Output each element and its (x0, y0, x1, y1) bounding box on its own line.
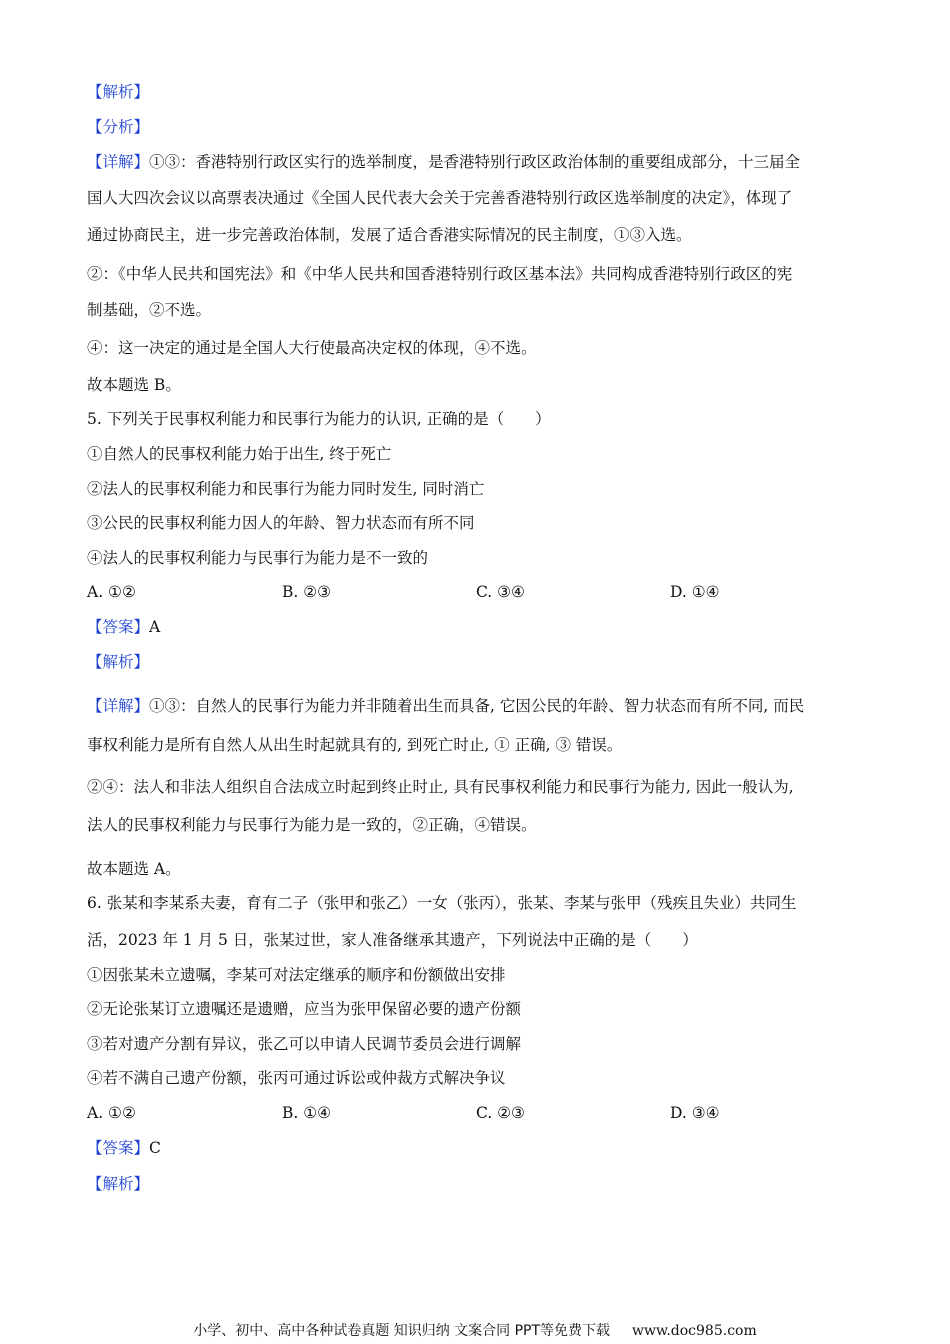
q4-detail-text-1: ①③：香港特别行政区实行的选举制度，是香港特别行政区政治体制的重要组成部分，十三届全 (149, 153, 801, 171)
q4-detail-line-1 (87, 152, 800, 172)
q5-detail-text-1: ①③：自然人的民事行为能力并非随着出生而具备, 它因公民的年龄、智力状态而有所不同, 而民 (149, 697, 805, 715)
q6-option-d: D. ③④ (670, 1104, 720, 1122)
q5-item-3: ③公民的民事权利能力因人的年龄、智力状态而有所不同 (87, 514, 475, 532)
q5-point24-line-2: 法人的民事权利能力与民事行为能力是一致的，②正确，④错误。 (87, 816, 537, 834)
q6-item-2: ②无论张某订立遗嘱还是遗赠，应当为张甲保留必要的遗产份额 (87, 1000, 522, 1018)
q5-item-2: ②法人的民事权利能力和民事行为能力同时发生, 同时消亡 (87, 480, 485, 498)
q5-option-d: D. ①④ (670, 583, 720, 601)
q5-answer-line (87, 617, 160, 637)
q5-point24-line-1: ②④：法人和非法人组织自合法成立时起到终止时止, 具有民事权利能力和民事行为能力, 因此一般认为, (87, 778, 794, 796)
answer-tag: 【答案】 (87, 618, 150, 636)
q5-conclusion: 故本题选 A。 (87, 860, 181, 878)
q6-answer-line (87, 1138, 161, 1158)
q6-stem-line-2: 活，2023 年 1 月 5 日，张某过世，家人准备继承其遗产，下列说法中正确的是（ ） (87, 931, 698, 949)
q4-detail-line-3: 通过协商民主，进一步完善政治体制，发展了适合香港实际情况的民主制度，①③入选。 (87, 226, 692, 244)
q5-option-a: A. ①② (87, 583, 136, 601)
q6-item-1: ①因张某未立遗嘱，李某可对法定继承的顺序和份额做出安排 (87, 966, 506, 984)
q6-item-3: ③若对遗产分割有异议，张乙可以申请人民调节委员会进行调解 (87, 1035, 522, 1053)
q4-point2-line-1: ②：《中华人民共和国宪法》和《中华人民共和国香港特别行政区基本法》共同构成香港特别行政区的宪 (87, 265, 793, 283)
q5-analysis-tag: 【解析】 (87, 653, 150, 671)
q5-option-c: C. ③④ (476, 583, 525, 601)
q6-stem-line-1: 6. 张某和李某系夫妻，育有二子（张甲和张乙）一女（张丙），张某、李某与张甲（残疾且失业）共同生 (87, 894, 797, 912)
footer-site-link[interactable]: www.doc985.com (632, 1323, 757, 1339)
q5-option-b: B. ②③ (282, 583, 332, 601)
q5-detail-line-2: 事权利能力是所有自然人从出生时起就具有的, 到死亡时止, ① 正确, ③ 错误。 (87, 736, 623, 754)
q6-option-a: A. ①② (87, 1104, 136, 1122)
q6-option-b: B. ①④ (282, 1104, 332, 1122)
detail-tag: 【详解】 (87, 153, 150, 171)
q5-detail-tag: 【详解】 (87, 697, 150, 715)
fenxi-tag: 【分析】 (87, 118, 150, 136)
q4-conclusion: 故本题选 B。 (87, 376, 181, 394)
q6-analysis-tag: 【解析】 (87, 1175, 150, 1193)
q5-detail-line-1 (87, 696, 804, 716)
q4-point2-line-2: 制基础，②不选。 (87, 301, 212, 319)
q4-point4-line: ④：这一决定的通过是全国人大行使最高决定权的体现，④不选。 (87, 339, 537, 357)
q5-answer: A (149, 618, 161, 636)
q6-option-c: C. ②③ (476, 1104, 525, 1122)
q6-item-4: ④若不满自己遗产份额，张丙可通过诉讼或仲裁方式解决争议 (87, 1069, 506, 1087)
q5-stem: 5. 下列关于民事权利能力和民事行为能力的认识, 正确的是（ ） (87, 410, 551, 428)
analysis-tag: 【解析】 (87, 83, 150, 101)
q4-detail-line-2: 国人大四次会议以高票表决通过《全国人民代表大会关于完善香港特别行政区选举制度的决定》，体现了 (87, 189, 793, 207)
q5-item-1: ①自然人的民事权利能力始于出生, 终于死亡 (87, 445, 392, 463)
q5-item-4: ④法人的民事权利能力与民事行为能力是不一致的 (87, 549, 429, 567)
footer-text: 小学、初中、高中各种试卷真题 知识归纳 文案合同 PPT等免费下载 (193, 1323, 611, 1339)
q6-answer-tag: 【答案】 (87, 1139, 150, 1157)
q6-answer: C (149, 1139, 161, 1157)
page-footer (0, 1322, 950, 1340)
